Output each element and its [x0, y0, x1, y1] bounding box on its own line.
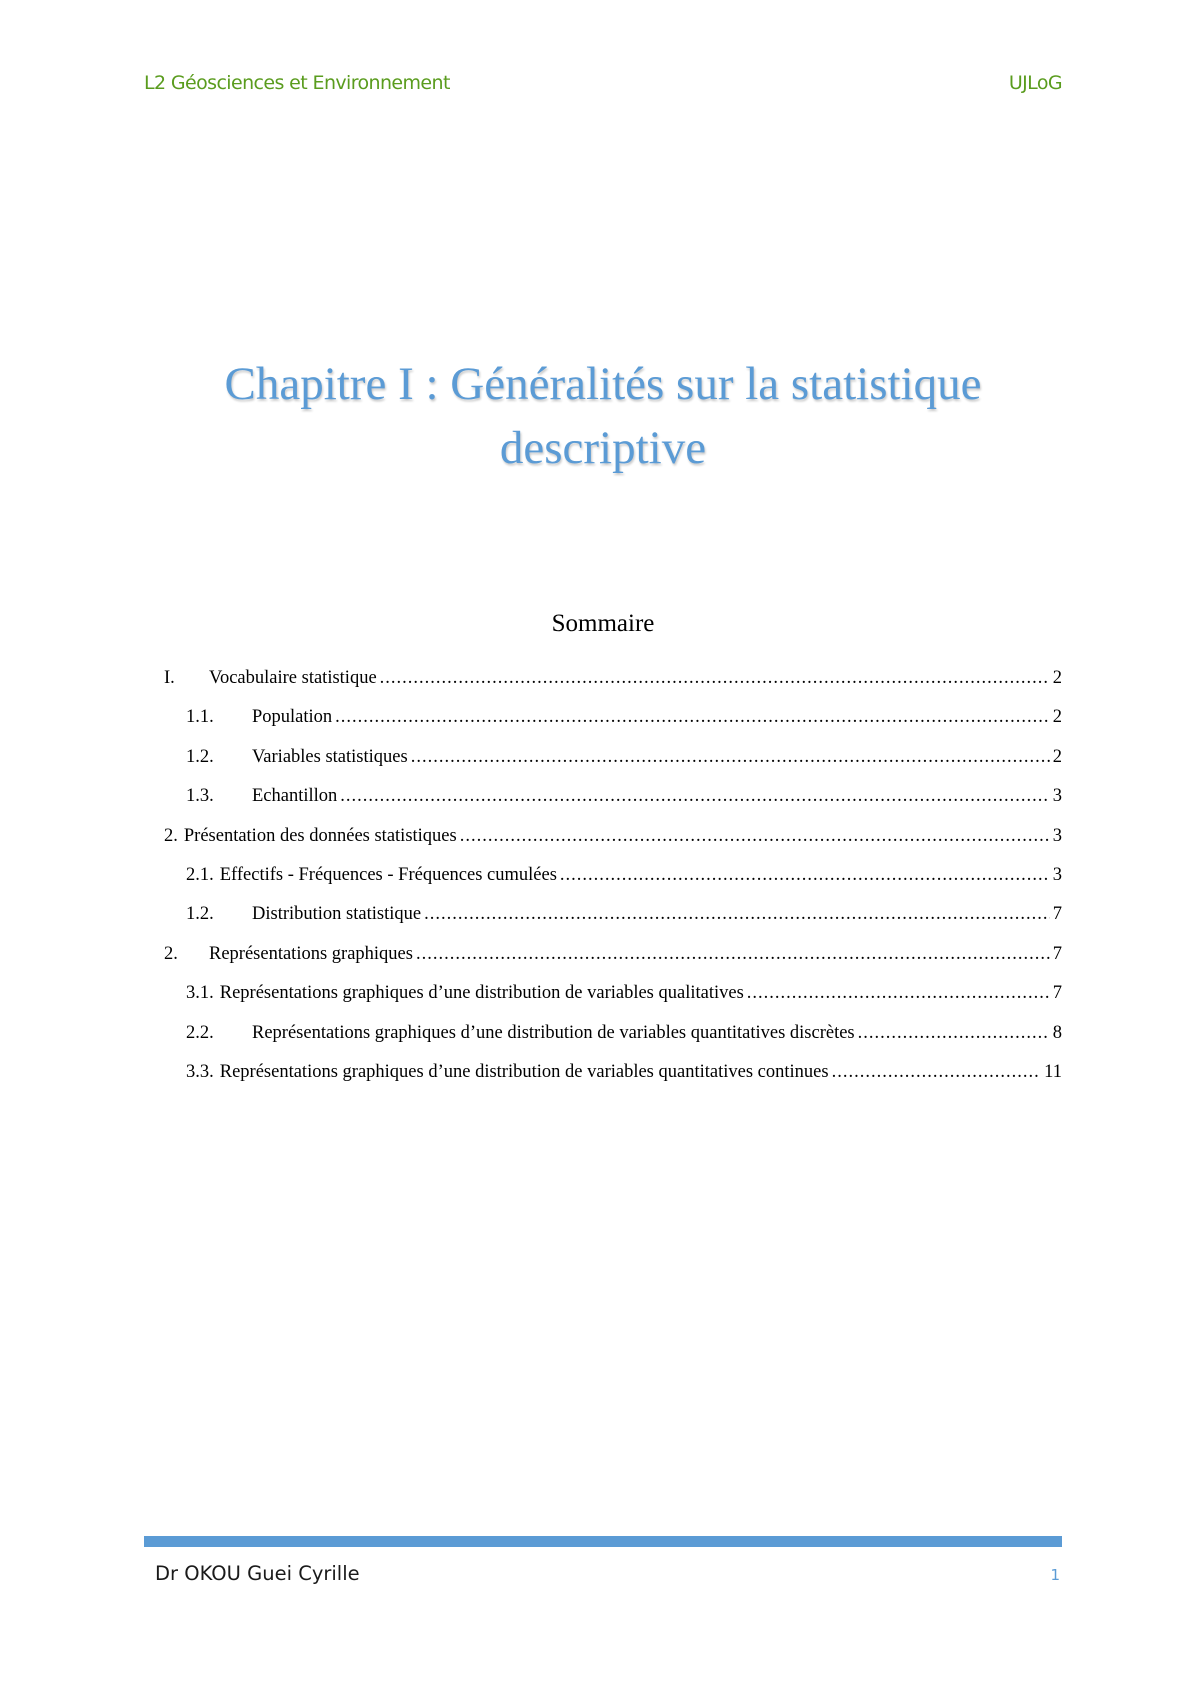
toc-entry-title[interactable]: Représentations graphiques d’une distribution de variables quantitatives continues [219, 1061, 829, 1082]
toc-entry-title[interactable]: Présentation des données statistiques [183, 825, 457, 846]
toc-entry-number: 1.2. [186, 904, 214, 925]
toc-entry-title[interactable]: Représentations graphiques d’une distribution de variables quantitatives discrètes [252, 1022, 855, 1043]
toc-dot-leader [335, 707, 1050, 728]
summary-heading: Sommaire [551, 610, 655, 637]
toc-dot-leader [858, 1023, 1050, 1044]
page-header [144, 72, 1062, 94]
toc-entry-number: 1.1. [186, 707, 214, 728]
toc-entry-number: 2. [164, 943, 178, 964]
toc-dot-leader [380, 668, 1050, 689]
toc-entry-title[interactable]: Effectifs - Fréquences - Fréquences cumulées [219, 864, 557, 885]
toc-entry-page[interactable]: 3 [1052, 825, 1062, 846]
toc-entry-page[interactable]: 7 [1052, 983, 1062, 1004]
toc-entry-page[interactable]: 7 [1052, 943, 1062, 964]
toc-entry[interactable] [164, 707, 1062, 746]
toc-entry[interactable] [164, 1023, 1062, 1062]
toc-entry[interactable] [164, 904, 1062, 943]
toc-entry-title[interactable]: Vocabulaire statistique [209, 668, 377, 688]
toc-entry-page[interactable]: 3 [1052, 786, 1062, 807]
toc-entry-title[interactable]: Distribution statistique [252, 904, 422, 925]
toc-dot-leader [424, 904, 1050, 925]
toc-entry[interactable] [164, 826, 1062, 865]
footer-divider-bar [144, 1536, 1062, 1547]
toc-entry-number: 3.1. [186, 983, 214, 1004]
toc-entry-page[interactable]: 8 [1052, 1022, 1062, 1043]
chapter-title-line-1: Chapitre I : Généralités sur la statistique [224, 358, 982, 410]
toc-dot-leader [560, 865, 1050, 886]
footer-page-number: 1 [1050, 1566, 1060, 1584]
toc-dot-leader [747, 983, 1050, 1004]
toc-dot-leader [460, 826, 1050, 847]
toc-entry[interactable] [164, 983, 1062, 1022]
table-of-contents [164, 668, 1062, 1101]
toc-entry-page[interactable]: 2 [1052, 707, 1062, 728]
toc-entry[interactable] [164, 668, 1062, 707]
toc-entry[interactable] [164, 747, 1062, 786]
toc-entry[interactable] [164, 1062, 1062, 1101]
toc-dot-leader [416, 944, 1050, 965]
toc-dot-leader [340, 786, 1049, 807]
toc-dot-leader [832, 1062, 1042, 1083]
footer-author: Dr OKOU Guei Cyrille [155, 1562, 360, 1585]
toc-entry-title[interactable]: Echantillon [252, 786, 338, 807]
toc-entry-page[interactable]: 7 [1052, 904, 1062, 925]
toc-entry-title[interactable]: Représentations graphiques [209, 943, 413, 964]
chapter-title-line-2: descriptive [499, 422, 707, 474]
toc-entry-page[interactable]: 11 [1044, 1061, 1062, 1082]
toc-entry-page[interactable]: 3 [1052, 864, 1062, 885]
header-university-label: UJLoG [1008, 72, 1062, 94]
toc-dot-leader [411, 747, 1050, 768]
toc-entry-number: 3.3. [186, 1061, 214, 1082]
header-course-label: L2 Géosciences et Environnement [144, 72, 450, 94]
toc-entry-title[interactable]: Variables statistiques [252, 746, 408, 767]
toc-entry-number: I. [164, 668, 175, 688]
toc-entry-title[interactable]: Représentations graphiques d’une distribution de variables qualitatives [219, 983, 744, 1004]
toc-entry[interactable] [164, 944, 1062, 983]
toc-entry-page[interactable]: 2 [1052, 746, 1062, 767]
toc-entry-page[interactable]: 2 [1052, 668, 1062, 688]
chapter-title [144, 352, 1062, 480]
toc-entry-number: 1.2. [186, 746, 214, 767]
toc-entry-number: 2.2. [186, 1022, 214, 1043]
toc-entry-number: 1.3. [186, 786, 214, 807]
toc-entry-number: 2. [164, 825, 178, 846]
toc-entry-number: 2.1. [186, 864, 214, 885]
toc-entry[interactable] [164, 786, 1062, 825]
toc-entry[interactable] [164, 865, 1062, 904]
toc-entry-title[interactable]: Population [252, 707, 333, 728]
